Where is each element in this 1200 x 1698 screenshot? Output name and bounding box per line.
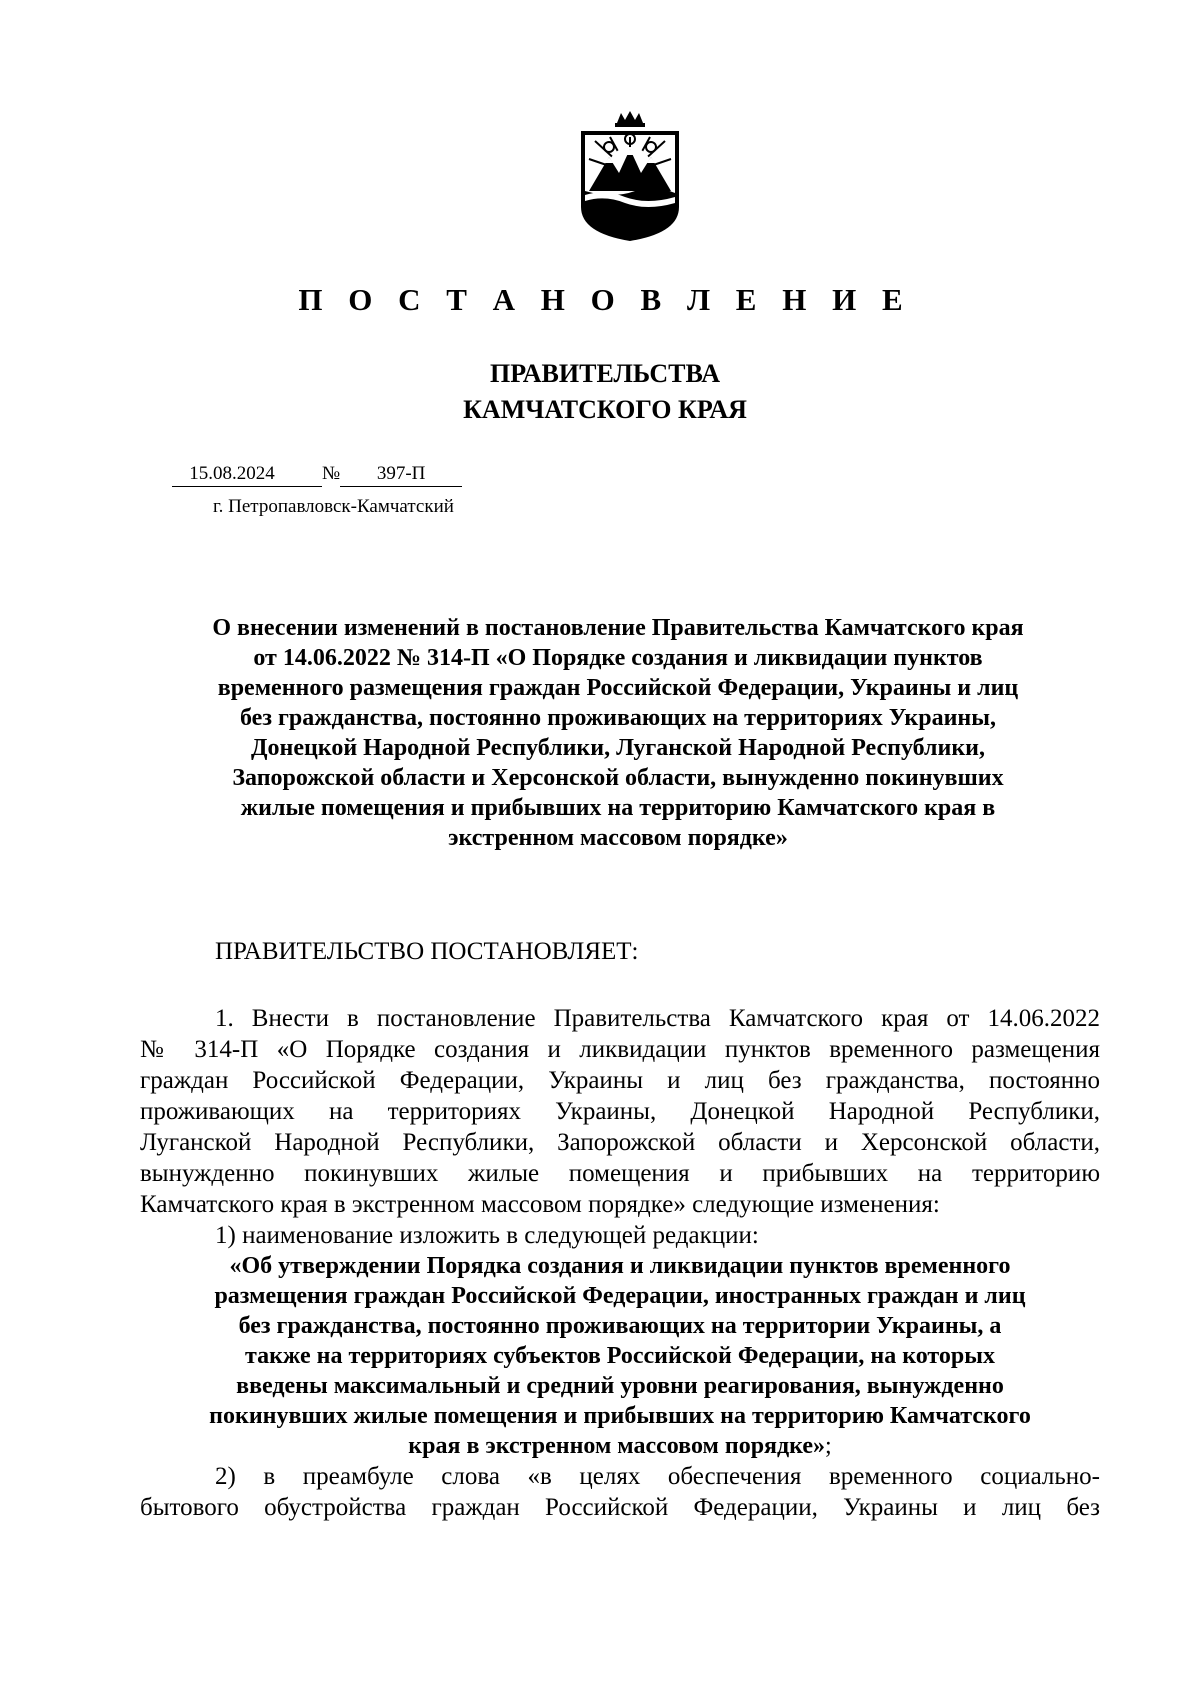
subject-line: О внесении изменений в постановление Правительства Камчатского края xyxy=(212,615,1024,641)
document-body xyxy=(140,1003,1100,1523)
subject-line: без гражданства, постоянно проживающих на территориях Украины, xyxy=(240,705,996,731)
paragraph-line: вынужденно покинувших жилые помещения и прибывших на территорию xyxy=(140,1160,1100,1187)
authority-line: ПРАВИТЕЛЬСТВА xyxy=(490,359,720,388)
quote-line: введены максимальный и средний уровни реагирования, вынужденно xyxy=(236,1373,1004,1399)
quote-line: размещения граждан Российской Федерации, иностранных граждан и лиц xyxy=(214,1283,1026,1309)
document-subject xyxy=(136,613,1100,853)
decree-statement: ПРАВИТЕЛЬСТВО ПОСТАНОВЛЯЕТ: xyxy=(215,938,639,965)
paragraph-line: 1. Внести в постановление Правительства Камчатского края от 14.06.2022 xyxy=(215,1005,1100,1032)
item-line: 1) наименование изложить в следующей редакции: xyxy=(215,1222,759,1249)
quote-line: «Об утверждении Порядка создания и ликвидации пунктов временного xyxy=(229,1253,1011,1279)
quote-tail: ; xyxy=(825,1433,832,1459)
subject-line: от 14.06.2022 № 314-П «О Порядке создания и ликвидации пунктов xyxy=(253,645,983,671)
subject-line: Запорожской области и Херсонской области, вынужденно покинувших xyxy=(232,765,1004,791)
document-number: 397-П xyxy=(340,462,462,487)
quote-line: покинувших жилые помещения и прибывших на территорию Камчатского xyxy=(209,1403,1031,1429)
subject-line: экстренном массовом порядке» xyxy=(448,825,788,851)
paragraph-line: № 314-П «О Порядке создания и ликвидации пунктов временного размещения xyxy=(140,1036,1100,1063)
new-title-quote xyxy=(140,1251,1100,1461)
paragraph-line: проживающих на территориях Украины, Донецкой Народной Республики, xyxy=(140,1098,1100,1125)
item-line: 2) в преамбуле слова «в целях обеспечения временного социально- xyxy=(215,1463,1100,1490)
quote-last-text: края в экстренном массовом порядке» xyxy=(408,1433,826,1459)
item-line: бытового обустройства граждан Российской Федерации, Украины и лиц без xyxy=(140,1494,1100,1521)
quote-line: без гражданства, постоянно проживающих на территории Украины, а xyxy=(238,1313,1002,1339)
number-sign: № xyxy=(322,463,341,484)
quote-line xyxy=(140,1431,1100,1461)
requisites-line xyxy=(172,462,462,487)
paragraph-line: Луганской Народной Республики, Запорожской области и Херсонской области, xyxy=(140,1129,1100,1156)
subject-line: жилые помещения и прибывших на территорию Камчатского края в xyxy=(240,795,996,821)
document-city: г. Петропавловск-Камчатский xyxy=(213,496,454,517)
subject-line: Донецкой Народной Республики, Луганской Народной Республики, xyxy=(250,735,985,761)
paragraph-line: Камчатского края в экстренном массовом порядке» следующие изменения: xyxy=(140,1191,940,1218)
document-type-title: П О С Т А Н О В Л Е Н И Е xyxy=(298,282,912,317)
subject-line: временного размещения граждан Российской Федерации, Украины и лиц xyxy=(217,675,1019,701)
document-date: 15.08.2024 xyxy=(172,462,292,487)
coat-of-arms-icon xyxy=(575,111,685,243)
quote-line: также на территориях субъектов Российской Федерации, на которых xyxy=(245,1343,995,1369)
authority-line: КАМЧАТСКОГО КРАЯ xyxy=(463,395,747,424)
issuing-authority xyxy=(0,356,1200,428)
paragraph-line: граждан Российской Федерации, Украины и лиц без гражданства, постоянно xyxy=(140,1067,1100,1094)
